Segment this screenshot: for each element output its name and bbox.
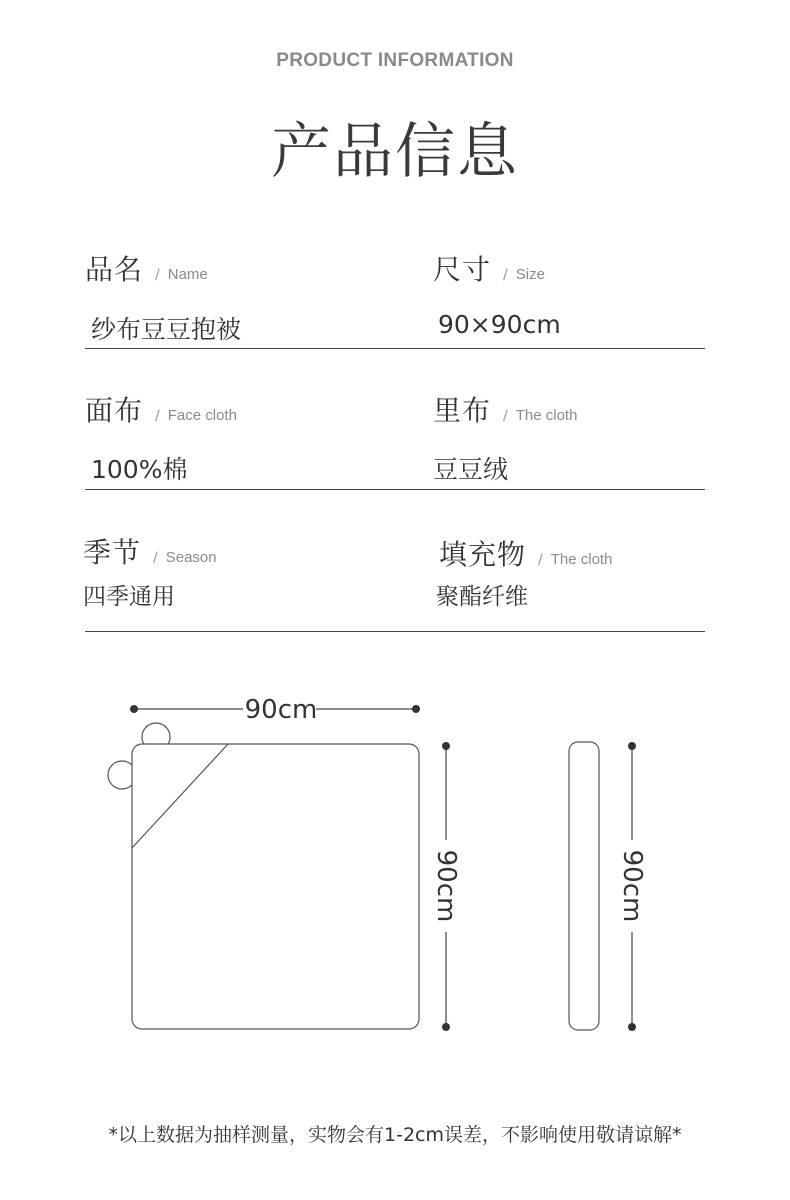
spec-value-filling: 聚酯纤维 <box>436 584 528 610</box>
side-height-dimension <box>617 742 647 1031</box>
row-divider <box>85 631 705 632</box>
spec-label-cn: 填充物 <box>439 538 527 571</box>
height-dimension <box>431 742 461 1031</box>
spec-label-en: Name <box>167 266 208 283</box>
spec-value-face-cloth: 100%棉 <box>91 455 188 484</box>
size-diagram <box>0 680 790 1060</box>
blanket-outline <box>132 744 419 1029</box>
page-title: 产品信息 <box>271 117 519 187</box>
width-label: 90cm <box>244 695 318 725</box>
spec-label-cn: 尺寸 <box>433 253 492 286</box>
spec-label-en: Size <box>515 266 545 283</box>
spec-label-filling <box>439 533 612 573</box>
spec-value-name: 纱布豆豆抱被 <box>91 315 242 344</box>
section-eyebrow: PRODUCT INFORMATION <box>276 50 514 71</box>
spec-label-separator: / <box>155 408 160 424</box>
spec-label-season <box>83 531 217 571</box>
height-label: 90cm <box>431 849 461 923</box>
side-height-label: 90cm <box>617 849 647 923</box>
spec-label-en: The cloth <box>550 551 613 568</box>
spec-label-cn: 面布 <box>85 394 144 427</box>
spec-label-cn: 季节 <box>83 536 142 569</box>
blanket-side-view <box>569 742 599 1030</box>
spec-label-en: The cloth <box>515 407 578 424</box>
measurement-disclaimer: *以上数据为抽样测量，实物会有1-2cm误差，不影响使用敬请谅解* <box>108 1124 682 1146</box>
spec-label-en: Face cloth <box>167 407 237 424</box>
spec-label-size <box>433 248 545 288</box>
spec-label-name <box>85 248 208 288</box>
row-divider <box>85 489 705 490</box>
blanket-front-view <box>108 723 419 1029</box>
row-divider <box>85 348 705 349</box>
spec-value-season: 四季通用 <box>83 584 175 610</box>
spec-label-cn: 品名 <box>85 253 144 286</box>
spec-label-separator: / <box>503 408 508 424</box>
spec-value-lining: 豆豆绒 <box>433 455 509 484</box>
spec-label-face-cloth <box>85 389 237 429</box>
spec-label-lining <box>433 389 577 429</box>
spec-label-cn: 里布 <box>433 394 492 427</box>
spec-label-separator: / <box>538 552 543 568</box>
width-dimension <box>130 695 420 725</box>
spec-label-separator: / <box>503 267 508 283</box>
spec-value-size: 90×90cm <box>438 310 561 339</box>
spec-label-separator: / <box>153 550 158 566</box>
spec-label-separator: / <box>155 267 160 283</box>
spec-label-en: Season <box>165 549 217 566</box>
